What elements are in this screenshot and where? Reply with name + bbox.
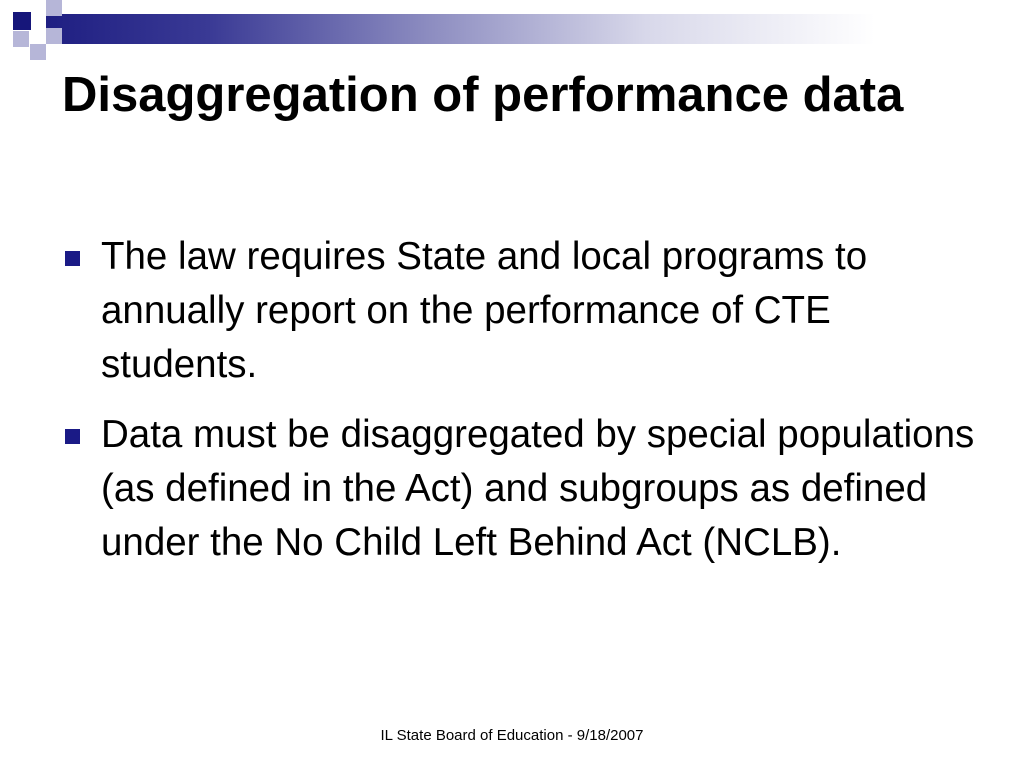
decor-square xyxy=(30,12,46,28)
decor-square-light xyxy=(46,0,62,16)
bullet-list xyxy=(62,230,982,586)
decor-square-light xyxy=(46,28,62,44)
slide-footer: IL State Board of Education - 9/18/2007 xyxy=(380,727,644,744)
square-bullet-icon xyxy=(65,251,80,266)
square-bullet-icon xyxy=(65,429,80,444)
decor-square-light xyxy=(13,31,29,47)
bullet-text: Data must be disaggregated by special populations (as defined in the Act) and subgroups as defined under the No Child Left Behind Act (NCLB). xyxy=(101,413,975,564)
slide-title: Disaggregation of performance data xyxy=(62,68,904,122)
header-gradient-bar xyxy=(30,14,1024,44)
bullet-text: The law requires State and local programs to annually report on the performance of CTE students. xyxy=(101,235,868,386)
decor-square xyxy=(30,28,46,44)
bullet-item xyxy=(62,408,982,570)
bullet-item xyxy=(62,230,982,392)
decor-square-dark xyxy=(13,12,31,30)
decor-square-light xyxy=(30,44,46,60)
